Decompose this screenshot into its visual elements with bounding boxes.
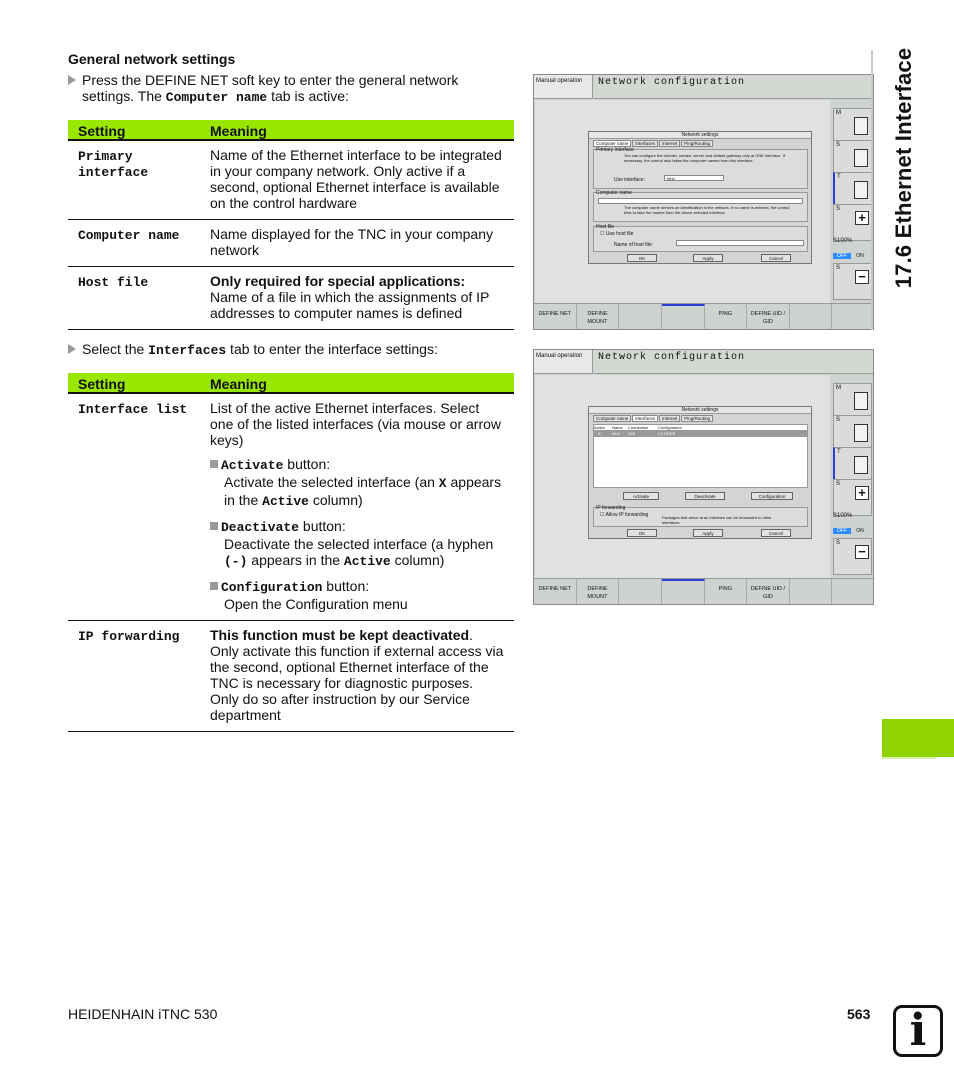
activate-item: Activate button: Activate the selected interface (an X appears in the Active column) [210,456,504,510]
meaning-computer-name: Name displayed for the TNC in your company network [200,220,514,267]
spindle-icon [854,149,868,167]
chapter-tab-shadow [882,757,936,759]
host-file-input[interactable] [676,240,804,246]
screenshot-interfaces [533,349,874,605]
configuration-item: Configuration button: Open the Configuration menu [210,578,504,612]
meaning-primary-interface: Name of the Ethernet interface to be integrated in your company network. Only active if a second, optional Ethernet interface is available on the control hardware [200,140,514,220]
screen-title: Network configuration [594,350,873,374]
info-icon: i [893,1005,943,1057]
override-percent: S100% [833,238,853,244]
minus-icon: − [855,545,869,559]
side-key-s-plus[interactable]: S + [833,204,872,241]
softkey-define-mount[interactable]: DEFINE MOUNT [577,304,620,330]
side-key-t[interactable]: T [833,172,872,209]
side-key-s[interactable]: S [833,140,872,177]
softkey-empty[interactable] [832,579,874,605]
dialog-title: Network settings [589,132,811,139]
computer-name-group: Computer name The computer name derives an identification in the network. If no name is entered, the control tries to take the names from the above selected interface. [593,192,808,222]
setting-computer-name: Computer name [68,220,200,267]
page-number: 563 [847,1006,871,1022]
use-host-file-checkbox[interactable]: ☐ Use host file [600,231,634,237]
apply-button[interactable]: Apply [693,254,723,262]
cancel-button[interactable]: Cancel [761,254,791,262]
softkey-define-net[interactable]: DEFINE NET [534,579,577,605]
minus-icon: − [855,270,869,284]
tab-ping-routing[interactable]: Ping/Routing [681,140,713,147]
side-key-s-minus[interactable]: S − [833,538,872,575]
configuration-button[interactable]: Configuration [751,492,793,500]
square-bullet-icon [210,522,218,530]
machine-icon [854,117,868,135]
interface-list[interactable] [593,424,808,488]
tab-computer-name[interactable]: Computer name [593,415,631,422]
side-softkeys [831,100,874,303]
table-header [68,120,514,140]
screen-title: Network configuration [594,75,873,99]
network-settings-dialog [588,131,812,264]
square-bullet-icon [210,582,218,590]
plus-icon: + [855,486,869,500]
spindle-icon [854,424,868,442]
computer-name-code: Computer name [165,90,268,105]
step-interfaces: Select the Interfaces tab to enter the interface settings: [68,341,514,359]
setting-header: Setting [68,373,200,393]
tool-icon [854,181,868,199]
softkey-empty[interactable] [619,579,662,605]
table-header [68,373,514,393]
apply-button[interactable]: Apply [693,529,723,537]
network-settings-dialog [588,406,812,539]
tab-internet[interactable]: Internet [659,415,680,422]
activate-button[interactable]: Activate [623,492,659,500]
general-settings-table [68,120,514,330]
work-area [535,100,830,303]
softkey-define-uid-gid[interactable]: DEFINE UID / GID [747,579,790,605]
softkey-define-net[interactable]: DEFINE NET [534,304,577,330]
meaning-ip-forwarding: This function must be kept deactivated. Only activate this function if external access via the second, optional Ethernet interface of the TNC is necessary for diagnostic purposes. Only do so after instruction by our Service department [200,621,514,732]
chapter-divider [871,50,873,330]
tab-interfaces[interactable]: Interfaces [632,415,658,422]
softkey-bar [534,578,874,605]
arrow-bullet-icon [68,75,76,85]
square-bullet-icon [210,460,218,468]
table-row [68,267,514,330]
tool-icon [854,456,868,474]
side-key-s[interactable]: S [833,415,872,452]
tab-ping-routing[interactable]: Ping/Routing [681,415,713,422]
softkey-ping[interactable]: PING [705,579,748,605]
screenshot-computer-name [533,74,874,330]
table-row [68,220,514,267]
ok-button[interactable]: OK [627,254,657,262]
mode-label: Manual operation [534,350,593,374]
ip-forwarding-group: IP forwarding ☐ Allow IP forwarding Packages that arrive at an interface can be forwarded to other interfaces. [593,507,808,527]
meaning-header: Meaning [200,373,514,393]
mode-label: Manual operation [534,75,593,99]
plus-icon: + [855,211,869,225]
override-percent: S100% [833,513,853,519]
softkey-define-uid-gid[interactable]: DEFINE UID / GID [747,304,790,330]
work-area [535,375,830,578]
tab-interfaces[interactable]: Interfaces [632,140,658,147]
side-softkeys [831,375,874,578]
side-key-m[interactable]: M [833,383,872,420]
host-file-group: Host file ☐ Use host file Name of host file: [593,226,808,252]
chapter-title: 17.6 Ethernet Interface [891,47,916,289]
chapter-tab [882,719,954,757]
softkey-empty[interactable] [662,579,705,605]
setting-ip-forwarding: IP forwarding [68,621,200,732]
side-key-t[interactable]: T [833,447,872,484]
primary-interface-group: Primary interface You can configure the domain, names, server and default gateway only at ONE interface. If necessary, the control also takes the computer names from this interface. Use interface: eth0 [593,149,808,189]
meaning-header: Meaning [200,120,514,140]
setting-header: Setting [68,120,200,140]
dialog-tabs [593,415,807,422]
arrow-bullet-icon [68,344,76,354]
step-define-net: Press the DEFINE NET soft key to enter the general network settings. The Computer name tab is active: [68,72,514,106]
machine-icon [854,392,868,410]
table-row[interactable]: X eth0 X26 (?) DHCP [594,431,807,437]
softkey-empty[interactable] [790,579,833,605]
softkey-empty[interactable] [662,304,705,330]
side-key-m[interactable]: M [833,108,872,145]
table-row [68,621,514,732]
cancel-button[interactable]: Cancel [761,529,791,537]
softkey-empty[interactable] [619,304,662,330]
table-row [68,393,514,621]
softkey-empty[interactable] [832,304,874,330]
side-key-s-minus[interactable]: S − [833,263,872,300]
meaning-host-file: Only required for special applications: Name of a file in which the assignments of IP addresses to computer names is defined [200,267,514,330]
off-on-toggle[interactable]: OFF ON [833,528,872,536]
dialog-title: Network settings [589,407,811,414]
tab-internet[interactable]: Internet [659,140,680,147]
deactivate-item: Deactivate button: Deactivate the selected interface (a hyphen (-) appears in the Active column) [210,518,504,570]
use-interface-select[interactable]: eth0 [664,175,724,181]
off-on-toggle[interactable]: OFF ON [833,253,872,261]
setting-host-file: Host file [68,267,200,330]
deactivate-button[interactable]: Deactivate [685,492,725,500]
softkey-ping[interactable]: PING [705,304,748,330]
interfaces-code: Interfaces [148,343,227,358]
softkey-bar [534,303,874,330]
softkey-define-mount[interactable]: DEFINE MOUNT [577,579,620,605]
dialog-tabs [593,140,807,147]
footer-product: HEIDENHAIN iTNC 530 [68,1006,218,1022]
allow-ip-forwarding-checkbox[interactable]: ☐ Allow IP forwarding [600,512,649,518]
interface-list-header: Active Name Connection Configuration [594,425,807,431]
softkey-empty[interactable] [790,304,833,330]
meaning-interface-list: List of the active Ethernet interfaces. Select one of the listed interfaces (via mouse or arrow keys) Activate button: Activate the selected interface (an X appears in the Active column) Deactivate button: Deactivate the selected interface (a hyphen (-) appears in the Active column) Configuration button: Open the Configuration menu [200,393,514,621]
side-key-s-plus[interactable]: S + [833,479,872,516]
table-row [68,140,514,220]
tab-computer-name[interactable]: Computer name [593,140,631,147]
ok-button[interactable]: OK [627,529,657,537]
section-heading: General network settings [68,51,236,67]
computer-name-input[interactable] [598,198,803,204]
setting-primary-interface: Primary interface [68,140,200,220]
interface-settings-table [68,373,514,732]
setting-interface-list: Interface list [68,393,200,621]
